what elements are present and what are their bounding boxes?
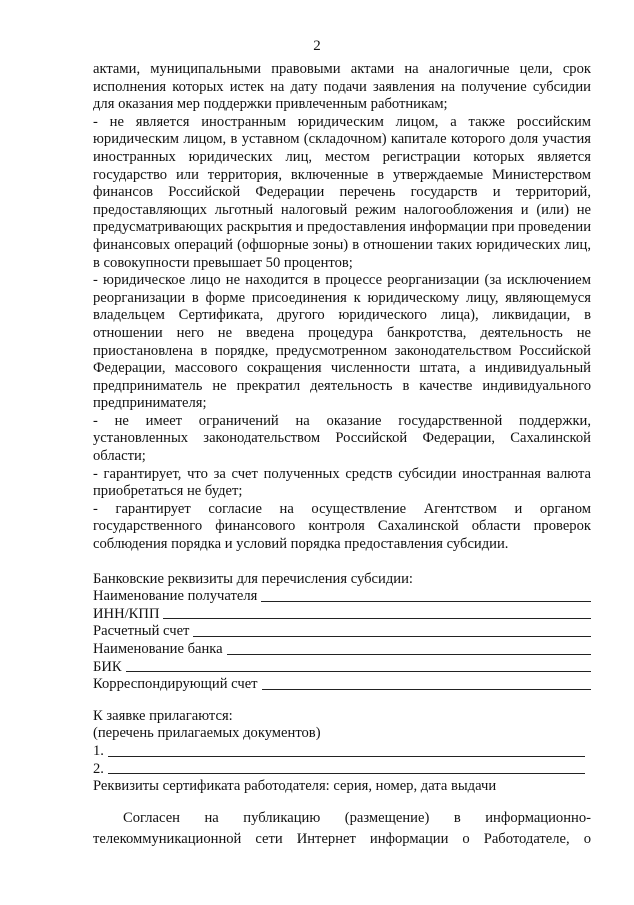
fill-line (108, 773, 585, 774)
fill-line (262, 689, 591, 690)
field-label: Наименование получателя (93, 588, 258, 605)
fill-line (126, 671, 591, 672)
field-label: Наименование банка (93, 641, 223, 657)
fill-line (261, 601, 591, 602)
attachment-number: 1. (93, 742, 104, 759)
certificate-details-label: Реквизиты сертификата работодателя: серия, номер, дата выдачи (93, 778, 497, 795)
page-number: 2 (313, 38, 321, 54)
consent-line-1: Согласен на публикацию (размещение) в информационно- (123, 809, 591, 826)
attachment-number: 2. (93, 760, 104, 777)
bank-field-bank-name (93, 641, 591, 659)
bank-field-account (93, 623, 591, 641)
paragraph-no-restrictions: - не имеет ограничений на оказание государственной поддержки, установленных законодательством Российской Федерации, Сахалинской области; (93, 412, 591, 465)
paragraph-foreign-entity: - не является иностранным юридическим лицом, а также российским юридическим лицом, в уставном (складочном) капитале которого доля участия иностранных юридических лиц, местом регистрации которых является государство или территория, включенные в утверждаемые Министерством финансов Российской Федерации перечень государств и территорий, предоставляющих льготный налоговый режим налогообложения и (или) не предусматривающих раскрытия и предоставления информации при проведении финансовых операций (офшорные зоны) в отношении таких юридических лиц, в совокупности превышает 50 процентов; (93, 113, 591, 271)
fill-line (193, 636, 591, 637)
field-label: БИК (93, 658, 122, 675)
paragraph-reorganization: - юридическое лицо не находится в процессе реорганизации (за исключением реорганизации в форме присоединения к юридическому лицу, являющемуся владельцем Сертификата, другого юридического лица), ликвидации, в отношении него не введена процедура банкротства, деятельность не приостановлена в порядке, предусмотренном законодательством Российской Федерации, массового сокращения численности штата, а индивидуальный предприниматель не прекратил деятельность в качестве индивидуального предпринимателя; (93, 272, 591, 412)
fill-line (227, 654, 591, 655)
bank-field-bik (93, 659, 591, 677)
bank-details-heading: Банковские реквизиты для перечисления субсидии: (93, 570, 413, 587)
consent-line-2: телекоммуникационной сети Интернет информации о Работодателе, о (93, 830, 591, 847)
attachment-item-1 (93, 743, 591, 761)
attachments-heading: К заявке прилагаются: (93, 707, 233, 724)
paragraph-currency: - гарантирует, что за счет полученных средств субсидии иностранная валюта приобретаться не будет; (93, 465, 591, 500)
paragraph-continuation: актами, муниципальными правовыми актами на аналогичные цели, срок исполнения которых истек на дату подачи заявления на получение субсидии для оказания мер поддержки привлеченным работникам; (93, 61, 591, 113)
fill-line (108, 756, 585, 757)
bank-field-recipient (93, 588, 591, 606)
attachments-note: (перечень прилагаемых документов) (93, 725, 321, 742)
document-body (93, 61, 591, 850)
field-label: ИНН/КПП (93, 605, 160, 622)
paragraph-inspection-consent: - гарантирует согласие на осуществление Агентством и органом государственного финансового контроля Сахалинской области проверок соблюдения порядка и условий порядка предоставления субсидии. (93, 500, 591, 553)
bank-field-inn-kpp (93, 606, 591, 624)
attachment-item-2 (93, 761, 591, 779)
bank-field-corr-account (93, 676, 591, 694)
fill-line (163, 618, 591, 619)
field-label: Расчетный счет (93, 623, 190, 640)
field-label: Корреспондирующий счет (93, 676, 258, 693)
